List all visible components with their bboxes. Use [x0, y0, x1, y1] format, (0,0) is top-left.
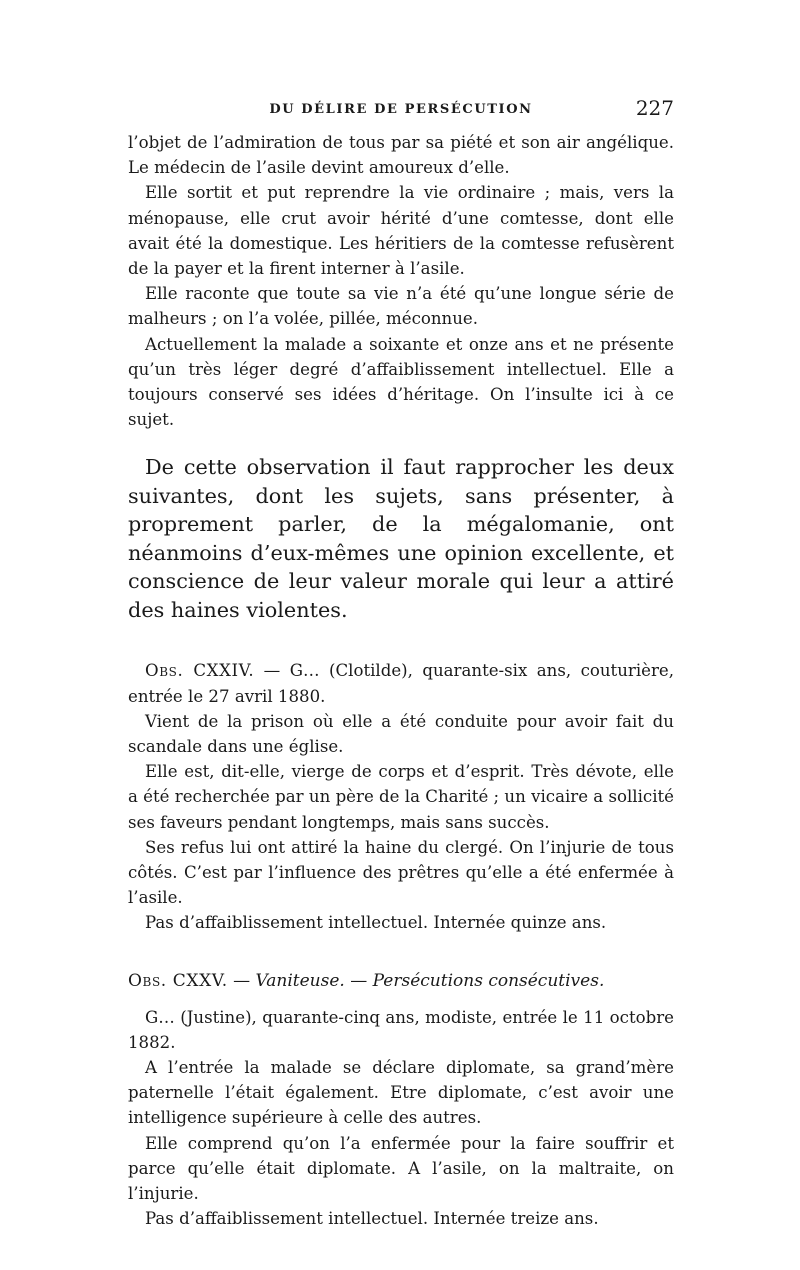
observation-125-subtitle-2: Persécutions consécutives. [372, 970, 605, 991]
observation-124 [128, 658, 674, 935]
opening-paragraphs [128, 130, 674, 432]
observation-124-intro-text: G… (Clotilde), quarante-six ans, couturière, entrée le 27 avril 1880. [128, 661, 675, 706]
observation-124-intro [128, 658, 674, 708]
observation-125-dash: — [227, 970, 256, 991]
transition-paragraph: De cette observation il faut rapprocher les deux suivantes, dont les sujets, sans présenter, à proprement parler, de la mégalomanie, ont néanmoins d’eux-mêmes une opinion excellente, et conscience de leur valeur morale qui leur a attiré des haines violentes. [128, 455, 674, 622]
paragraph: Pas d’affaiblissement intellectuel. Internée quinze ans. [145, 913, 607, 933]
paragraph: A l’entrée la malade se déclare diplomate, sa grand’mère paternelle l’était également. Etre diplomate, c’est avoir une intelligence supérieure à celle des autres. [128, 1058, 674, 1128]
book-page [128, 96, 674, 1232]
observation-125-subtitle-1: Vaniteuse. [255, 970, 345, 991]
observation-124-label: Obs. CXXIV. [145, 661, 255, 681]
paragraph: Pas d’affaiblissement intellectuel. Internée treize ans. [145, 1209, 599, 1229]
running-head [128, 96, 674, 126]
paragraph: Elle sortit et put reprendre la vie ordinaire ; mais, vers la ménopause, elle crut avoir hérité d’une comtesse, dont elle avait été la domestique. Les héritiers de la comtesse refusèrent de la payer et la firent interner à l’asile. [128, 183, 674, 279]
observation-125-heading [128, 968, 674, 994]
page-number: 227 [635, 96, 674, 120]
paragraph: Ses refus lui ont attiré la haine du clergé. On l’injurie de tous côtés. C’est par l’influence des prêtres qu’elle a été enfermée à l’asile. [128, 837, 674, 908]
paragraph: l’objet de l’admiration de tous par sa piété et son air angélique. Le médecin de l’asile devint amoureux d’elle. [128, 133, 674, 178]
observation-125-dash-2: — [344, 970, 373, 991]
paragraph: Vient de la prison où elle a été conduite pour avoir fait du scandale dans une église. [128, 711, 674, 757]
paragraph: Elle est, dit-elle, vierge de corps et d’esprit. Très dévote, elle a été recherchée par un père de la Charité ; un vicaire a sollicité ses faveurs pendant longtemps, mais sans succès. [128, 762, 674, 832]
paragraph: Actuellement la malade a soixante et onze ans et ne présente qu’un très léger degré d’affaiblissement intellectuel. Elle a toujours conservé ses idées d’héritage. On l’insulte ici à ce sujet. [128, 334, 674, 430]
paragraph: G… (Justine), quarante-cinq ans, modiste, entrée le 11 octobre 1882. [128, 1007, 674, 1052]
observation-125 [128, 968, 674, 1232]
paragraph: Elle comprend qu’on l’a enfermée pour la faire souffrir et parce qu’elle était diplomate. A l’asile, on la maltraite, on l’injurie. [128, 1133, 674, 1204]
observation-125-label: Obs. CXXV. [128, 970, 228, 991]
transition-paragraph-block [128, 453, 674, 624]
observation-124-dash: — [254, 661, 290, 681]
paragraph: Elle raconte que toute sa vie n’a été qu’une longue série de malheurs ; on l’a volée, pillée, méconnue. [128, 284, 674, 329]
running-title: DU DÉLIRE DE PERSÉCUTION [269, 102, 533, 117]
